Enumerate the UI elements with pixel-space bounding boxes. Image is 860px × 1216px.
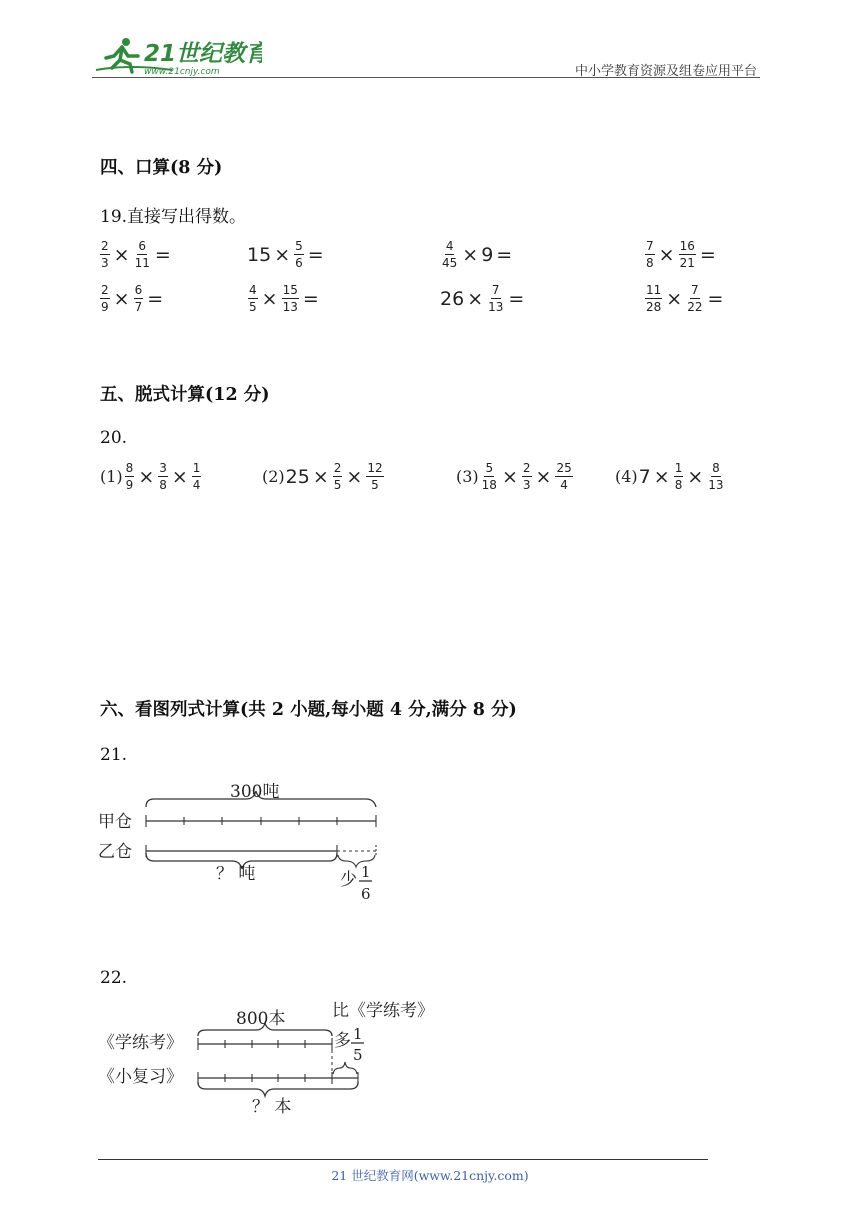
header-platform-text: 中小学教育资源及组卷应用平台 [575,64,758,79]
numerator: 7 [691,283,699,297]
question-21-number: 21. [100,745,128,765]
fraction [333,462,343,491]
numerator: 15 [282,283,298,297]
denominator: 3 [101,256,109,270]
logo-url: www.21cnjy.com [144,67,220,77]
q22-row1-label: 《学练考》 [98,1033,183,1053]
fraction [134,240,151,269]
oral-calc-item [440,240,515,269]
q21-less-text: 少 [340,870,357,890]
times-sign: × [653,465,670,488]
equals-sign: = [699,243,716,266]
item-label: (2) [262,467,285,486]
fraction [192,462,202,491]
numerator: 5 [485,461,494,475]
numerator: 7 [491,283,500,297]
q22-bottom-label: ？ 本 [252,1097,292,1117]
denominator: 8 [159,478,167,492]
q22-more-text: 多 [334,1031,351,1051]
fraction [282,284,299,313]
numerator: 2 [101,283,109,297]
q22-compare-text: 比《学练考》 [332,1001,434,1021]
stepwise-calc-item [615,462,726,491]
denominator: 22 [687,300,703,314]
oral-calc-item [247,240,327,269]
denominator: 28 [646,300,662,314]
fraction [134,284,144,313]
numerator: 7 [646,239,654,253]
times-sign: × [687,465,704,488]
numerator: 5 [295,239,303,253]
numerator: 8 [712,461,720,475]
denominator: 3 [522,478,531,492]
footer-text: 21 世纪教育网(www.21cnjy.com) [331,1168,529,1183]
denominator: 5 [249,300,257,314]
q21-row2-label: 乙仓 [98,842,132,862]
equals-sign: = [508,287,525,310]
numerator: 11 [646,283,662,297]
logo [92,34,262,78]
item-label: (1) [100,467,123,486]
fraction [645,240,655,269]
denominator: 4 [192,478,201,492]
fraction [248,284,258,313]
stepwise-calc-item [262,462,385,491]
fraction [100,240,110,269]
times-sign: × [113,287,130,310]
fraction [679,240,696,269]
fraction [707,462,724,491]
oral-calc-item [644,240,719,269]
numerator: 12 [367,461,383,475]
integer-term: 7 [638,465,651,488]
equals-sign: = [147,287,164,310]
times-sign: × [274,243,291,266]
denominator: 8 [674,478,683,492]
fraction [100,284,110,313]
q22-diagram [96,996,466,1118]
times-sign: × [467,287,484,310]
numerator: 16 [679,239,695,253]
times-sign: × [113,243,130,266]
denominator: 13 [708,478,724,492]
item-label: (4) [615,467,638,486]
oral-calc-item [247,284,322,313]
denominator: 7 [134,300,143,314]
times-sign: × [312,465,329,488]
question-19-text: 19.直接写出得数。 [100,207,247,227]
item-label: (3) [456,467,479,486]
times-sign: × [535,465,552,488]
q21-row1-label: 甲仓 [98,812,132,832]
numerator: 1 [192,461,201,475]
times-sign: × [501,465,518,488]
logo-text: 21世纪教育 [144,41,262,67]
q21-top-label: 300吨 [230,782,280,802]
equals-sign: = [707,287,724,310]
question-20-text: 20. [100,428,128,448]
q21-frac-den: 6 [361,885,371,903]
fraction [441,240,458,269]
integer-term: 26 [440,287,465,310]
fraction [366,462,383,491]
numerator: 4 [445,239,454,253]
denominator: 11 [134,256,150,270]
oral-calc-item [99,240,174,269]
q22-top-label: 800本 [236,1009,286,1029]
oral-calc-item [644,284,726,313]
integer-term: 15 [247,243,272,266]
numerator: 4 [249,283,257,297]
footer-divider [98,1159,708,1160]
question-22-number: 22. [100,968,128,988]
numerator: 2 [101,239,109,253]
denominator: 4 [560,478,568,492]
denominator: 6 [295,256,303,270]
equals-sign: = [302,287,319,310]
times-sign: × [666,287,683,310]
integer-term: 25 [285,465,310,488]
times-sign: × [171,465,188,488]
q21-frac-num: 1 [361,863,371,881]
times-sign: × [138,465,155,488]
fraction [522,462,532,491]
denominator: 5 [333,478,342,492]
oral-calc-item [99,284,166,313]
section-6-title: 六、看图列式计算(共 2 小题,每小题 4 分,满分 8 分) [100,700,517,720]
denominator: 18 [481,478,497,492]
header-divider [92,77,760,78]
denominator: 5 [371,478,379,492]
equals-sign: = [154,243,171,266]
fraction [645,284,662,313]
fraction [674,462,684,491]
q22-frac-num: 1 [353,1025,363,1043]
numerator: 2 [333,461,342,475]
fraction [158,462,168,491]
denominator: 13 [488,300,504,314]
equals-sign: = [307,243,324,266]
stepwise-calc-item [456,462,574,491]
numerator: 25 [556,461,572,475]
q22-row2-label: 《小复习》 [98,1067,183,1087]
integer-term: 9 [481,243,494,266]
times-sign: × [261,287,278,310]
numerator: 6 [138,239,147,253]
fraction [487,284,504,313]
fraction [294,240,304,269]
numerator: 3 [159,461,167,475]
section-4-title: 四、口算(8 分) [100,158,223,178]
fraction [481,462,498,491]
denominator: 9 [101,300,109,314]
denominator: 13 [282,300,298,314]
times-sign: × [658,243,675,266]
numerator: 8 [125,461,134,475]
denominator: 21 [679,256,695,270]
denominator: 8 [646,256,654,270]
q22-bottom-brace [198,1082,358,1096]
q21-diagram [96,775,396,910]
fraction [555,462,572,491]
oral-calc-item [440,284,527,313]
section-5-title: 五、脱式计算(12 分) [100,385,270,405]
times-sign: × [346,465,363,488]
numerator: 6 [134,283,143,297]
fraction [686,284,703,313]
numerator: 2 [522,461,531,475]
numerator: 1 [674,461,683,475]
stepwise-calc-item [100,462,202,491]
equals-sign: = [496,243,513,266]
q22-frac-den: 5 [353,1046,363,1064]
denominator: 9 [125,478,134,492]
times-sign: × [462,243,479,266]
fraction [125,462,135,491]
q21-bottom-label: ？ 吨 [216,864,256,884]
denominator: 45 [442,256,458,270]
